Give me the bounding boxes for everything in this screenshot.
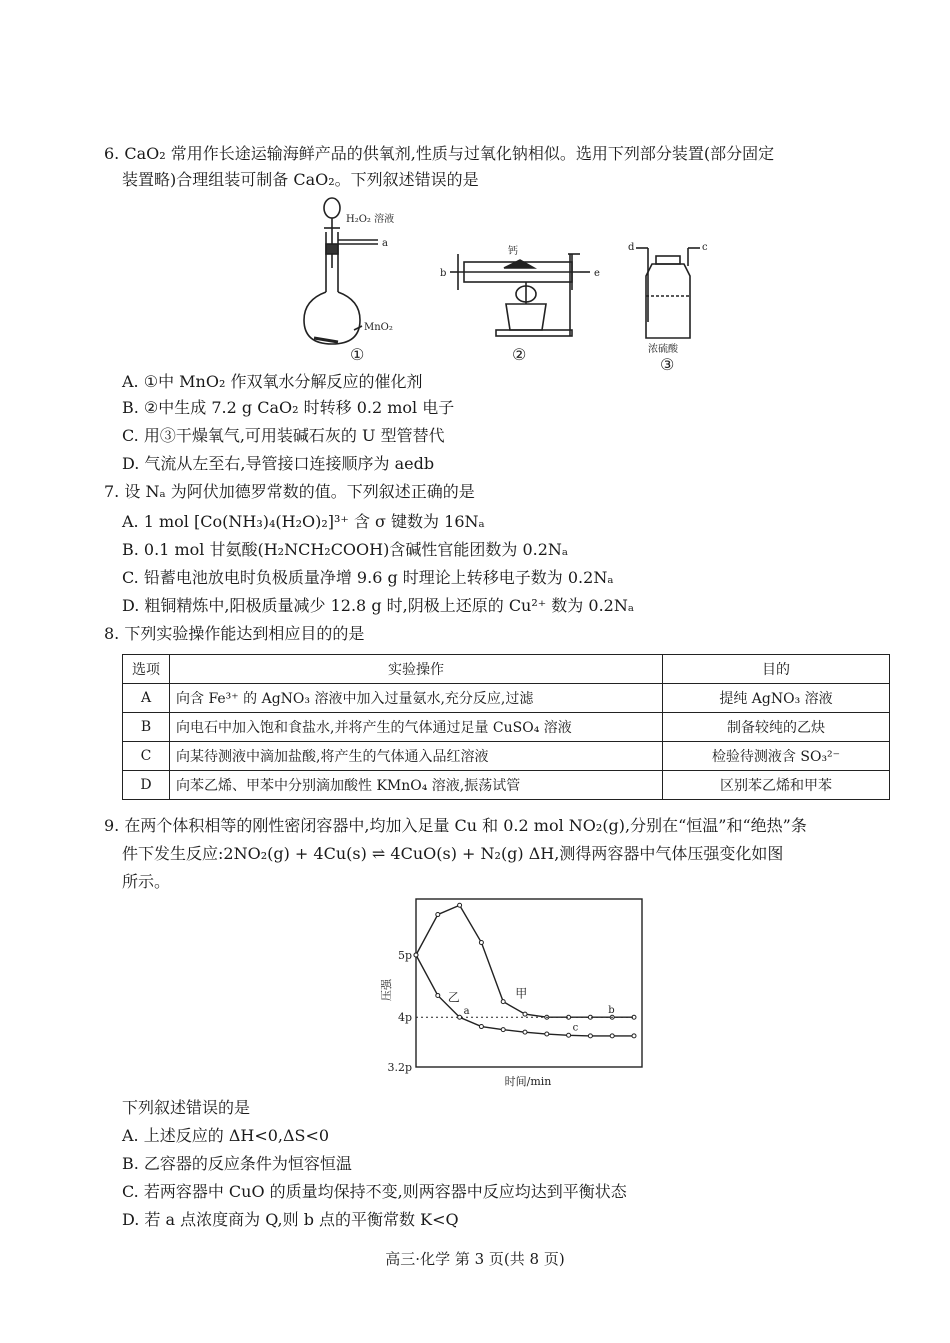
point-label-a: a [463, 1006, 470, 1018]
chart-frame [416, 899, 642, 1067]
row-goal: 检验待测液含 SO₃²⁻ [663, 742, 890, 771]
label-num1: ① [350, 345, 365, 364]
table-header-goal: 目的 [663, 655, 890, 684]
q8-stem: 8. 下列实验操作能达到相应目的的是 [104, 624, 365, 643]
q6-apparatus-figure [290, 192, 720, 372]
label-num2: ② [512, 345, 527, 364]
data-point [567, 1033, 571, 1037]
q6-option-a: A. ①中 MnO₂ 作双氧水分解反应的催化剂 [122, 372, 423, 391]
series-label: 甲 [515, 986, 528, 1001]
q9-stem-line1: 9. 在两个体积相等的刚性密闭容器中,均加入足量 Cu 和 0.2 mol NO₂(g),分别在“恒温”和“绝热”条 [104, 816, 807, 835]
q9-pressure-chart [360, 895, 650, 1095]
q9-option-b: B. 乙容器的反应条件为恒容恒温 [122, 1154, 352, 1173]
data-point [588, 1034, 592, 1038]
q6-stem-line1: 6. CaO₂ 常用作长途运输海鲜产品的供氧剂,性质与过氧化钠相似。选用下列部分装置(部分固定 [104, 144, 775, 163]
data-point [501, 1028, 505, 1032]
data-point [632, 1034, 636, 1038]
y-tick-label: 5p [397, 949, 412, 962]
table-row [123, 742, 890, 771]
q6-option-c: C. 用③干燥氧气,可用装碱石灰的 U 型管替代 [122, 426, 445, 445]
q6-option-b: B. ②中生成 7.2 g CaO₂ 时转移 0.2 mol 电子 [122, 398, 455, 417]
table-header-option: 选项 [123, 655, 170, 684]
series-label: 乙 [447, 990, 460, 1005]
row-operation: 向某待测液中滴加盐酸,将产生的气体通入品红溶液 [170, 742, 663, 771]
data-point [436, 993, 440, 997]
label-c: c [702, 242, 708, 253]
label-num3: ③ [660, 355, 675, 372]
y-tick-label: 4p [397, 1011, 412, 1025]
row-operation: 向含 Fe³⁺ 的 AgNO₃ 溶液中加入过量氨水,充分反应,过滤 [170, 684, 663, 713]
q9-option-d: D. 若 a 点浓度商为 Q,则 b 点的平衡常数 K<Q [122, 1210, 459, 1229]
q7-stem: 7. 设 Nₐ 为阿伏加德罗常数的值。下列叙述正确的是 [104, 482, 475, 501]
label-acid: 浓硫酸 [648, 344, 678, 355]
data-point [458, 903, 462, 907]
label-d: d [628, 242, 635, 253]
table-header-operation: 实验操作 [170, 655, 663, 684]
q7-option-a: A. 1 mol [Co(NH₃)₄(H₂O)₂]³⁺ 含 σ 键数为 16Nₐ [122, 512, 485, 531]
data-point [523, 1012, 527, 1016]
data-point [436, 913, 440, 917]
row-goal: 区别苯乙烯和甲苯 [663, 771, 890, 800]
data-point [479, 941, 483, 945]
x-axis-label: 时间/min [504, 1075, 552, 1088]
data-point [414, 953, 418, 957]
page-footer: 高三·化学 第 3 页(共 8 页) [385, 1250, 565, 1268]
q9-stem-line2: 件下发生反应:2NO₂(g) + 4Cu(s) ⇌ 4CuO(s) + N₂(g) ΔH,测得两容器中气体压强变化如图 [122, 844, 784, 863]
apparatus-2-tube [450, 254, 590, 336]
label-a: a [382, 238, 388, 249]
data-point [501, 1000, 505, 1004]
y-axis-label: 压强 [380, 979, 393, 1001]
q8-experiment-table [122, 654, 890, 800]
row-goal: 提纯 AgNO₃ 溶液 [663, 684, 890, 713]
data-point [610, 1034, 614, 1038]
data-point [545, 1032, 549, 1036]
q9-option-c: C. 若两容器中 CuO 的质量均保持不变,则两容器中反应均达到平衡状态 [122, 1182, 627, 1201]
q7-option-c: C. 铅蓄电池放电时负极质量净增 9.6 g 时理论上转移电子数为 0.2Nₐ [122, 568, 614, 587]
data-point [479, 1025, 483, 1029]
row-operation: 向电石中加入饱和食盐水,并将产生的气体通过足量 CuSO₄ 溶液 [170, 713, 663, 742]
row-operation: 向苯乙烯、甲苯中分别滴加酸性 KMnO₄ 溶液,振荡试管 [170, 771, 663, 800]
table-header-row [123, 655, 890, 684]
row-option: B [123, 713, 170, 742]
label-calcium: 钙 [508, 246, 518, 257]
q9-sub-stem: 下列叙述错误的是 [122, 1098, 251, 1117]
apparatus-3-bottle [636, 248, 700, 338]
label-h2o2: H₂O₂ 溶液 [346, 214, 395, 225]
q7-option-d: D. 粗铜精炼中,阳极质量减少 12.8 g 时,阴极上还原的 Cu²⁺ 数为 0.2Nₐ [122, 596, 635, 615]
q6-option-d: D. 气流从左至右,导管接口连接顺序为 aedb [122, 454, 435, 473]
table-row [123, 713, 890, 742]
data-point [523, 1030, 527, 1034]
label-e: e [594, 268, 600, 279]
q6-stem-line2: 装置略)合理组装可制备 CaO₂。下列叙述错误的是 [122, 170, 479, 189]
row-goal: 制备较纯的乙炔 [663, 713, 890, 742]
table-row [123, 771, 890, 800]
label-mno2: MnO₂ [364, 322, 393, 333]
row-option: D [123, 771, 170, 800]
table-row [123, 684, 890, 713]
point-label-b: b [608, 1005, 615, 1017]
row-option: A [123, 684, 170, 713]
y-tick-label: 3.2p [387, 1061, 412, 1074]
point-label-c: c [572, 1022, 579, 1034]
q7-option-b: B. 0.1 mol 甘氨酸(H₂NCH₂COOH)含碱性官能团数为 0.2Nₐ [122, 540, 569, 559]
q9-option-a: A. 上述反应的 ΔH<0,ΔS<0 [122, 1126, 330, 1145]
row-option: C [123, 742, 170, 771]
label-b: b [440, 268, 447, 279]
q9-stem-line3: 所示。 [122, 872, 171, 891]
